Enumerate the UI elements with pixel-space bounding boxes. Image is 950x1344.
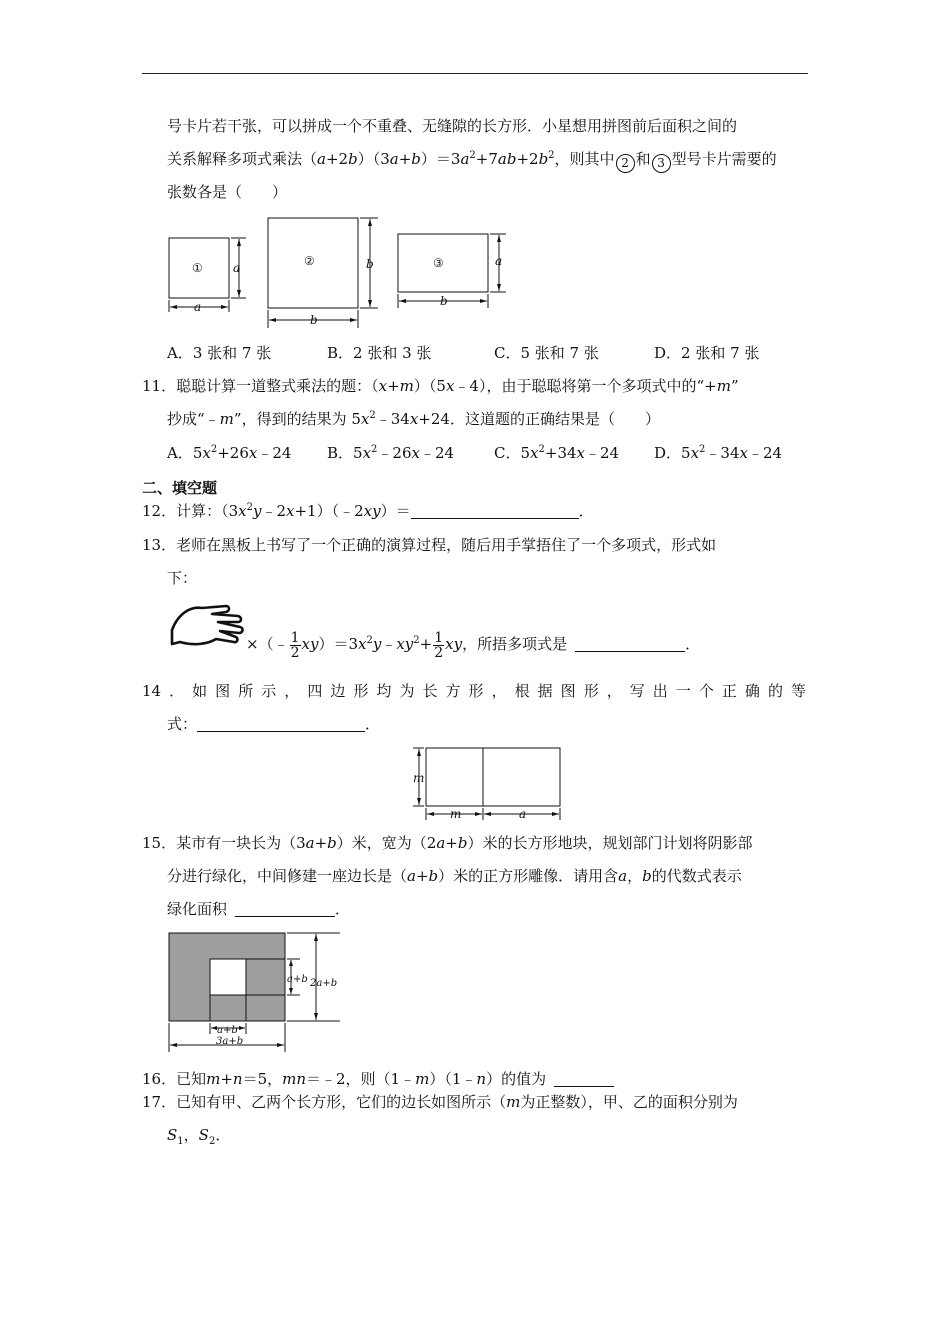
cards-figure [160,212,520,332]
card-1-width-label: a [194,300,202,314]
opt-text: C．5 [494,444,531,462]
opt-var: x [690,444,700,462]
q15-text: ）米，宽为（2 [336,834,437,852]
q17-text: 17．已知有甲、乙两个长方形，它们的边长如图所示（ [142,1093,507,1111]
q17-sub: 2 [208,1136,216,1147]
opt-text: B．5 [327,444,363,462]
q15-line1 [142,833,752,853]
q12-var: x [238,502,247,520]
q15-text: + [445,834,458,852]
circled-2: 2 [616,154,635,173]
q14-line1: 14．如图所示，四边形均为长方形，根据图形，写出一个正确的等 [142,682,806,700]
q10-text: ）＝3 [420,150,461,168]
q13-text: ，所捂多项式是 [462,635,568,653]
opt-var: x [576,444,585,462]
q15-text: 的代数式表示 [651,867,742,885]
q11-number: 11． [142,377,177,395]
q15-var: b [327,834,337,852]
q11-text: 抄成“﹣ [167,410,220,428]
q10-text: +2 [325,150,349,168]
q15-line2 [167,866,742,886]
q13-text: ×（﹣ [246,635,289,653]
q10-line1-text: 号卡片若干张，可以拼成一个不重叠、无缝隙的长方形．小星想用拼图前后面积之间的 [167,117,738,135]
q10-var: ab [497,150,517,168]
q12-text: 12．计算：（3 [142,502,239,520]
q15-text: ． [335,900,351,918]
q12-answer-blank[interactable] [411,504,579,519]
circled-3: 3 [652,154,671,173]
q17-line2 [167,1125,230,1145]
q13-text: ）＝3 [318,635,358,653]
q15-var: a [305,834,315,852]
q12-var: y [252,502,262,520]
q13-text: ﹣ [381,635,397,653]
q17-line1 [142,1092,738,1112]
q11-var: m [219,410,234,428]
q16-var: mn [282,1070,307,1088]
q10-line3-text: 张数各是（ ） [167,183,288,201]
frac-numerator: 1 [290,629,300,646]
q10-option-d[interactable]: D．2 张和 7 张 [654,344,760,362]
q13-text: + [419,635,433,653]
q11-option-a[interactable] [167,443,291,463]
q17-var: S [198,1126,209,1144]
q10-var: a [389,150,399,168]
q14-answer-blank[interactable] [197,717,365,732]
q13-var: xy [445,635,463,653]
opt-text: ﹣34 [705,444,740,462]
q10-text: +2 [516,150,539,168]
q11-line2 [167,409,660,429]
q17-text: ． [215,1126,231,1144]
q14-figure [405,742,570,824]
q10-text: 关系解释多项式乘法（ [167,150,318,168]
q10-var: a [317,150,326,168]
q11-text: 聪聪计算一道整式乘法的题：（ [176,377,379,395]
q12-text: ． [578,502,594,520]
q15-text: 分进行绿化，中间修建一座边长是（ [167,867,408,885]
q11-var: m [716,377,731,395]
card-1-height-label: a [233,261,241,275]
q15-var: b [428,867,439,885]
frac-denominator: 2 [434,644,444,661]
q14-a-label: a [519,807,527,821]
q15-figure [160,928,350,1056]
opt-var: x [248,444,258,462]
opt-exp: 2 [538,444,545,455]
q11-line1 [142,376,739,396]
q13-fraction-2 [433,631,444,660]
q10-text: ）（3 [357,150,390,168]
q16-text: ）的值为 [486,1070,547,1088]
opt-var: x [739,444,748,462]
opt-var: x [411,444,420,462]
q12-line [142,501,594,521]
q10-exp: 2 [469,150,476,161]
q13-exp: 2 [366,635,373,646]
card-1-label: ① [192,261,203,275]
q16-var: n [476,1070,487,1088]
q11-text: ）（5 [413,377,446,395]
q15-var: b [642,867,652,885]
q13-answer-blank[interactable] [575,637,685,652]
frac-numerator: 1 [434,629,444,646]
q13-var: xy [301,635,319,653]
q10-var: a [460,150,470,168]
section-title-fill-in: 二、填空题 [142,479,218,497]
card-3-label: ③ [433,256,444,270]
opt-text: ﹣24 [585,444,620,462]
q10-var: b [348,150,358,168]
q11-var: x [445,377,455,395]
q16-text: ＝﹣2，则（1﹣ [306,1070,416,1088]
q13-fraction [290,631,301,660]
q15-text: ）米的长方形地块，规划部门计划将阴影部 [467,834,753,852]
q13-var: xy [396,635,414,653]
card-3-height-label: a [495,254,503,268]
q11-var: m [399,377,414,395]
q12-text: ﹣2 [261,502,287,520]
opt-text: ﹣24 [419,444,455,462]
q11-text: ”，得到的结果为 5 [233,410,361,428]
q10-option-b[interactable]: B．2 张和 3 张 [327,344,432,362]
q10-line1 [167,116,737,136]
q14-m-horizontal-label: m [450,807,462,821]
q15-text: ）米的正方形雕像．请用含 [438,867,619,885]
q16-var: m [206,1070,221,1088]
q10-option-c[interactable]: C．5 张和 7 张 [494,344,599,362]
q10-exp: 2 [548,150,555,161]
q15-line3 [167,899,350,919]
q13-exp: 2 [413,635,420,646]
q14-text: 式： [167,715,198,733]
q16-text: 16．已知 [142,1070,207,1088]
q11-option-b[interactable] [327,443,454,463]
q17-text: ， [183,1126,199,1144]
q11-var: x [360,410,370,428]
frac-denominator: 2 [290,644,300,661]
q14-line2 [167,714,380,734]
opt-text: ﹣24 [747,444,783,462]
q11-option-d[interactable] [654,443,782,463]
q11-text: ﹣34 [375,410,410,428]
q15-text: + [314,834,328,852]
q10-option-a[interactable]: A．3 张和 7 张 [167,344,272,362]
opt-text: A．5 [167,444,203,462]
card-2-width-label: b [310,313,318,327]
q11-text: ﹣4），由于聪聪将第一个多项式中的“+ [454,377,717,395]
q13-line1: 13．老师在黑板上书写了一个正确的演算过程，随后用手掌捂住了一个多项式，形式如 [142,536,717,554]
q10-var: b [411,150,421,168]
opt-text: ﹣24 [257,444,292,462]
q15-text: ， [627,867,643,885]
q12-text: ）＝ [380,502,411,520]
q10-text: +7 [475,150,498,168]
opt-exp: 2 [699,444,706,455]
q16-answer-blank[interactable] [554,1072,614,1087]
q10-text: + [398,150,412,168]
q13-var: x [357,635,367,653]
q15-answer-blank[interactable] [235,902,335,917]
q15-bottom-side-label: a+b [217,1025,238,1036]
opt-exp: 2 [371,444,378,455]
opt-var: x [530,444,539,462]
opt-var: x [362,444,372,462]
card-2-height-label: b [366,257,374,271]
q10-text: 和 [635,150,651,168]
q13-line2: 下： [167,569,198,587]
q15-length-label: 3a+b [216,1036,244,1047]
q12-var: x [286,502,295,520]
q11-var: x [378,377,388,395]
q15-var: a [407,867,416,885]
q16-line [142,1069,614,1089]
q15-statue-square [210,959,246,995]
q16-text: + [220,1070,233,1088]
q16-text: ＝5， [242,1070,283,1088]
q14-outer-rect [426,748,560,806]
q11-text: + [387,377,400,395]
opt-exp: 2 [210,444,218,455]
q15-text: + [415,867,429,885]
q13-equation [246,627,700,661]
q11-text: ” [730,377,739,395]
q16-text: ）（1﹣ [429,1070,477,1088]
card-2-label: ② [304,254,315,268]
q16-var: m [415,1070,430,1088]
q11-exp: 2 [369,410,376,421]
opt-var: x [202,444,211,462]
q12-var: xy [363,502,381,520]
q11-text: +24．这道题的正确结果是（ ） [418,410,660,428]
q14-m-vertical-label: m [413,771,425,785]
opt-text: ﹣26 [377,444,412,462]
q17-var: S [167,1126,178,1144]
q17-var: m [506,1093,521,1111]
opt-text: +34 [544,444,577,462]
opt-text: D．5 [654,444,691,462]
opt-text: +26 [217,444,249,462]
q11-var: x [409,410,419,428]
q12-text: +1）（﹣2 [294,502,364,520]
q13-var: y [372,635,382,653]
q15-text: 绿化面积 [167,900,228,918]
q11-option-c[interactable] [494,443,619,463]
hand-icon [168,600,246,652]
q10-var: b [538,150,549,168]
header-rule [142,73,808,74]
q15-var: a [436,834,446,852]
q15-text: 15．某市有一块长为（3 [142,834,306,852]
q12-exp: 2 [246,502,253,513]
q14-text: ． [365,715,381,733]
q15-var: a [618,867,628,885]
q17-sub: 1 [177,1136,184,1147]
q16-var: n [232,1070,243,1088]
q10-line3 [167,182,287,202]
q13-text: ． [685,635,701,653]
card-3-width-label: b [440,294,448,308]
q10-text: 型号卡片需要的 [671,150,777,168]
q10-line2 [167,149,777,173]
q15-width-label: 2a+b [310,978,338,989]
q10-text: ，则其中 [554,150,615,168]
q15-statue-side-label: a+b [287,974,308,985]
q15-var: b [457,834,468,852]
q17-text: 为正整数），甲、乙的面积分别为 [520,1093,738,1111]
